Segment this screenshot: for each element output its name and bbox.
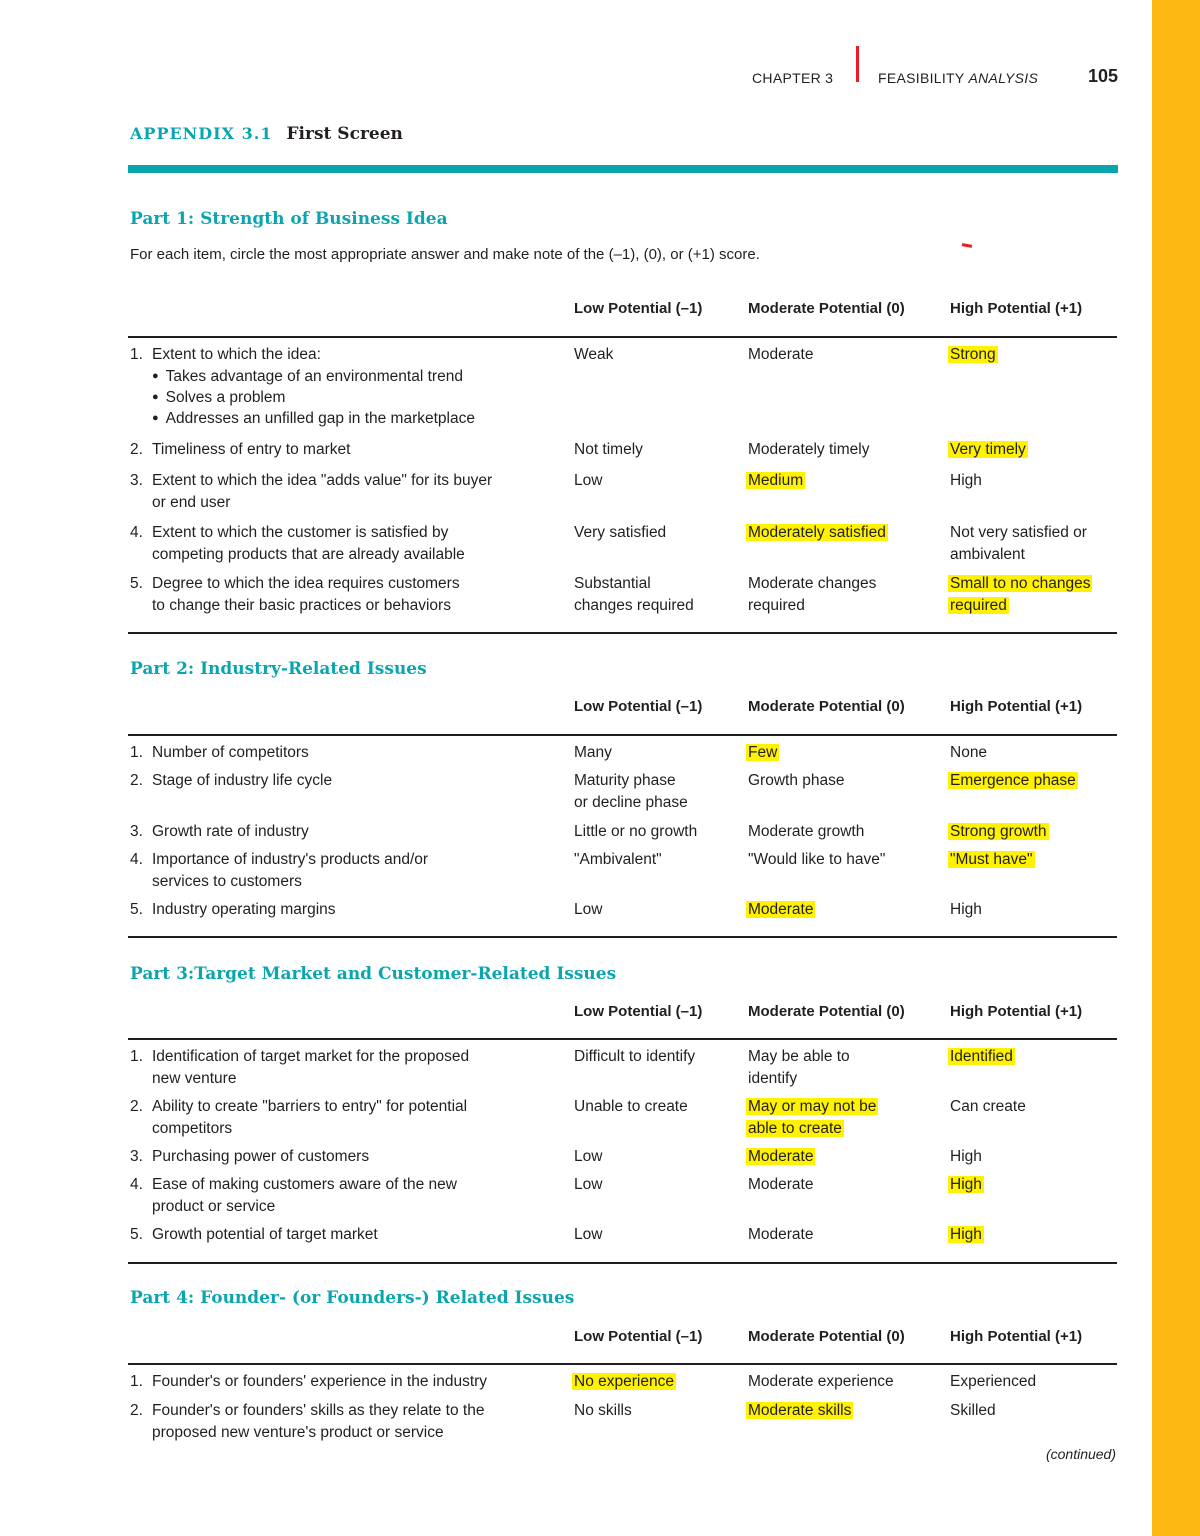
option-line bbox=[574, 1174, 602, 1196]
option-line bbox=[748, 821, 864, 843]
option-low[interactable] bbox=[574, 770, 688, 814]
row-number: 5. bbox=[130, 1226, 143, 1243]
option-text: May be able to bbox=[748, 1048, 850, 1065]
option-text: Moderate bbox=[748, 1176, 814, 1193]
option-text: "Ambivalent" bbox=[574, 851, 662, 868]
option-text: ambivalent bbox=[950, 546, 1025, 563]
option-line bbox=[950, 522, 1087, 544]
criterion-line: Degree to which the idea requires customers bbox=[152, 575, 460, 592]
criterion-bullet bbox=[152, 366, 463, 389]
option-text: No skills bbox=[574, 1402, 632, 1419]
option-low[interactable] bbox=[574, 1224, 602, 1246]
option-low[interactable] bbox=[574, 573, 694, 617]
criterion-bullet bbox=[152, 387, 285, 410]
option-text: High bbox=[950, 472, 982, 489]
option-text: High bbox=[950, 1226, 982, 1243]
option-high[interactable] bbox=[950, 1146, 982, 1168]
option-line bbox=[574, 770, 688, 792]
part2-title: Part 2: Industry-Related Issues bbox=[130, 659, 427, 679]
row-number: 1. bbox=[130, 1048, 143, 1065]
option-text: Not very satisfied or bbox=[950, 524, 1087, 541]
option-mod[interactable] bbox=[748, 344, 813, 366]
option-line bbox=[950, 573, 1092, 595]
option-line bbox=[950, 1224, 984, 1246]
option-low[interactable] bbox=[574, 1146, 602, 1168]
option-text: Few bbox=[748, 744, 778, 761]
option-low[interactable] bbox=[574, 821, 697, 843]
bullet-dot: ● bbox=[152, 412, 159, 424]
part1-title: Part 1: Strength of Business Idea bbox=[130, 209, 448, 229]
option-low[interactable] bbox=[574, 439, 643, 461]
option-text: Low bbox=[574, 1226, 603, 1243]
option-line bbox=[950, 1174, 984, 1196]
option-high[interactable] bbox=[950, 1096, 1026, 1118]
option-text: Moderate bbox=[748, 1226, 814, 1243]
row-number: 4. bbox=[130, 851, 143, 868]
option-high-highlighted[interactable] bbox=[950, 1224, 984, 1246]
option-text: Unable to create bbox=[574, 1098, 688, 1115]
criterion-text bbox=[152, 1146, 369, 1168]
criterion-line: proposed new venture's product or service bbox=[152, 1424, 444, 1441]
criterion-line: Extent to which the idea "adds value" for its buyer bbox=[152, 472, 493, 489]
option-mod[interactable] bbox=[748, 439, 869, 461]
part3-title: Part 3:Target Market and Customer-Related Issues bbox=[130, 964, 617, 984]
option-high-highlighted[interactable] bbox=[950, 821, 1049, 843]
part1-column-header-moderate: Moderate Potential (0) bbox=[748, 300, 905, 317]
option-text: Strong bbox=[950, 346, 996, 363]
criterion-text bbox=[152, 821, 309, 843]
option-line bbox=[950, 344, 998, 366]
criterion-text bbox=[152, 770, 332, 792]
criterion-line: competing products that are already available bbox=[152, 546, 465, 563]
part4-column-header-low: Low Potential (–1) bbox=[574, 1328, 703, 1345]
option-low[interactable] bbox=[574, 1096, 688, 1118]
criterion-text bbox=[152, 1371, 487, 1393]
chapter-topic bbox=[878, 70, 1038, 86]
option-line bbox=[950, 1046, 1015, 1068]
option-text: changes required bbox=[574, 597, 694, 614]
criterion-line: new venture bbox=[152, 1070, 237, 1087]
part4-header-rule bbox=[128, 1363, 1117, 1365]
option-low[interactable] bbox=[574, 742, 612, 764]
appendix-label: APPENDIX 3.1 bbox=[130, 124, 273, 143]
option-text: No experience bbox=[574, 1373, 674, 1390]
row-number: 3. bbox=[130, 472, 143, 489]
part2-column-header-low: Low Potential (–1) bbox=[574, 698, 703, 715]
row-number: 1. bbox=[130, 744, 143, 761]
option-text: required bbox=[950, 597, 1007, 614]
option-text: Moderate bbox=[748, 901, 814, 918]
instructions: For each item, circle the most appropriate answer and make note of the (–1), (0), or (+1) score. bbox=[130, 246, 760, 263]
option-line bbox=[574, 595, 694, 617]
option-text: Low bbox=[574, 472, 603, 489]
option-line bbox=[748, 344, 813, 366]
option-low[interactable] bbox=[574, 1174, 602, 1196]
option-line bbox=[950, 1400, 996, 1422]
option-text: May or may not be bbox=[748, 1098, 877, 1115]
option-text: Moderate changes bbox=[748, 575, 877, 592]
option-text: Maturity phase bbox=[574, 772, 676, 789]
criterion-line: services to customers bbox=[152, 873, 302, 890]
part4-column-header-moderate: Moderate Potential (0) bbox=[748, 1328, 905, 1345]
option-line bbox=[950, 1371, 1036, 1393]
criterion-text bbox=[152, 1174, 457, 1218]
option-text: Moderate growth bbox=[748, 823, 865, 840]
criterion-line: Extent to which the idea: bbox=[152, 346, 321, 363]
option-high[interactable] bbox=[950, 1400, 996, 1422]
criterion-text bbox=[152, 1096, 467, 1140]
criterion-line: or end user bbox=[152, 494, 231, 511]
row-number: 1. bbox=[130, 1373, 143, 1390]
criterion-line: competitors bbox=[152, 1120, 233, 1137]
option-line bbox=[748, 470, 805, 492]
part3-column-header-high: High Potential (+1) bbox=[950, 1003, 1083, 1020]
option-line bbox=[748, 1224, 813, 1246]
option-text: "Would like to have" bbox=[748, 851, 886, 868]
criterion-line: Industry operating margins bbox=[152, 901, 336, 918]
option-line bbox=[950, 544, 1087, 566]
option-line bbox=[748, 770, 845, 792]
option-low[interactable] bbox=[574, 899, 602, 921]
option-line bbox=[950, 849, 1035, 871]
running-head bbox=[752, 66, 1118, 90]
criterion-bullet bbox=[152, 408, 475, 431]
topic-main: FEASIBILITY bbox=[878, 70, 965, 86]
part3-column-header-low: Low Potential (–1) bbox=[574, 1003, 703, 1020]
option-text: Identified bbox=[950, 1048, 1013, 1065]
option-text: or decline phase bbox=[574, 794, 688, 811]
heading-rule bbox=[128, 165, 1118, 173]
option-line bbox=[574, 1146, 602, 1168]
option-mod[interactable] bbox=[748, 573, 876, 617]
criterion-line: product or service bbox=[152, 1198, 276, 1215]
side-color-bar bbox=[1152, 0, 1200, 1536]
criterion-text bbox=[152, 742, 309, 764]
row-number: 2. bbox=[130, 441, 143, 458]
option-line bbox=[574, 742, 612, 764]
criterion-text bbox=[152, 573, 460, 617]
option-mod[interactable] bbox=[748, 1371, 894, 1393]
option-line bbox=[574, 344, 613, 366]
row-number: 2. bbox=[130, 1098, 143, 1115]
row-number: 3. bbox=[130, 1148, 143, 1165]
option-mod[interactable] bbox=[748, 1224, 813, 1246]
row-number: 5. bbox=[130, 901, 143, 918]
option-line bbox=[574, 849, 662, 871]
criterion-line: Importance of industry's products and/or bbox=[152, 851, 429, 868]
criterion-text bbox=[152, 470, 492, 514]
option-line bbox=[748, 573, 876, 595]
option-mod[interactable] bbox=[748, 1174, 813, 1196]
row-number: 4. bbox=[130, 524, 143, 541]
option-line bbox=[574, 821, 697, 843]
option-mod[interactable] bbox=[748, 1046, 850, 1090]
option-mod-highlighted[interactable] bbox=[748, 899, 815, 921]
bullet-text: Solves a problem bbox=[165, 389, 286, 406]
option-line bbox=[574, 470, 602, 492]
option-high[interactable] bbox=[950, 522, 1087, 566]
option-line bbox=[748, 522, 888, 544]
criterion-text bbox=[152, 1224, 378, 1246]
topic-italic: ANALYSIS bbox=[968, 70, 1039, 86]
appendix-title: First Screen bbox=[286, 124, 403, 144]
part4-column-header-high: High Potential (+1) bbox=[950, 1328, 1083, 1345]
row-number: 2. bbox=[130, 1402, 143, 1419]
criterion-line: Extent to which the customer is satisfied by bbox=[152, 524, 449, 541]
option-low[interactable] bbox=[574, 1400, 632, 1422]
row-number: 3. bbox=[130, 823, 143, 840]
option-high-highlighted[interactable] bbox=[950, 1046, 1015, 1068]
option-line bbox=[748, 1068, 850, 1090]
criterion-text bbox=[152, 522, 465, 566]
option-text: Low bbox=[574, 1148, 603, 1165]
option-mod-highlighted[interactable] bbox=[748, 1400, 853, 1422]
option-line bbox=[574, 1224, 602, 1246]
option-line bbox=[950, 770, 1078, 792]
option-line bbox=[748, 1118, 878, 1140]
option-text: Difficult to identify bbox=[574, 1048, 696, 1065]
option-text: Very timely bbox=[950, 441, 1026, 458]
criterion-line: Number of competitors bbox=[152, 744, 309, 761]
part3-bottom-rule bbox=[128, 1262, 1117, 1264]
option-text: Medium bbox=[748, 472, 804, 489]
option-text: High bbox=[950, 1176, 982, 1193]
option-line bbox=[950, 1146, 982, 1168]
option-line bbox=[950, 595, 1092, 617]
option-low[interactable] bbox=[574, 470, 602, 492]
option-line bbox=[748, 849, 885, 871]
option-mod-highlighted[interactable] bbox=[748, 1146, 815, 1168]
pen-mark bbox=[962, 243, 972, 248]
option-text: Moderate experience bbox=[748, 1373, 894, 1390]
option-line bbox=[574, 522, 666, 544]
part2-column-header-high: High Potential (+1) bbox=[950, 698, 1083, 715]
option-low[interactable] bbox=[574, 1046, 695, 1068]
option-line bbox=[748, 1046, 850, 1068]
row-number: 2. bbox=[130, 772, 143, 789]
option-line bbox=[748, 1096, 878, 1118]
criterion-line: Identification of target market for the proposed bbox=[152, 1048, 470, 1065]
option-text: Very satisfied bbox=[574, 524, 667, 541]
option-line bbox=[950, 821, 1049, 843]
option-line bbox=[574, 1096, 688, 1118]
part4-title: Part 4: Founder- (or Founders-) Related Issues bbox=[130, 1288, 575, 1308]
option-text: Strong growth bbox=[950, 823, 1047, 840]
criterion-line: Founder's or founders' skills as they relate to the bbox=[152, 1402, 485, 1419]
option-text: able to create bbox=[748, 1120, 842, 1137]
option-high-highlighted[interactable] bbox=[950, 770, 1078, 792]
option-high[interactable] bbox=[950, 899, 982, 921]
part2-column-header-moderate: Moderate Potential (0) bbox=[748, 698, 905, 715]
part3-column-header-moderate: Moderate Potential (0) bbox=[748, 1003, 905, 1020]
option-low[interactable] bbox=[574, 344, 613, 366]
criterion-text bbox=[152, 1400, 484, 1444]
chapter-label: CHAPTER 3 bbox=[752, 70, 834, 86]
option-line bbox=[748, 439, 869, 461]
criterion-line: to change their basic practices or behaviors bbox=[152, 597, 451, 614]
option-mod-highlighted[interactable] bbox=[748, 522, 888, 544]
option-high-highlighted[interactable] bbox=[950, 1174, 984, 1196]
option-text: Can create bbox=[950, 1098, 1026, 1115]
option-text: Not timely bbox=[574, 441, 643, 458]
option-text: Emergence phase bbox=[950, 772, 1076, 789]
option-mod-highlighted[interactable] bbox=[748, 1096, 878, 1140]
option-high-highlighted[interactable] bbox=[950, 849, 1035, 871]
criterion-line: Timeliness of entry to market bbox=[152, 441, 351, 458]
option-line bbox=[748, 1174, 813, 1196]
bullet-text: Takes advantage of an environmental trend bbox=[165, 368, 463, 385]
option-line bbox=[950, 899, 982, 921]
option-text: None bbox=[950, 744, 988, 761]
option-mod-highlighted[interactable] bbox=[748, 470, 805, 492]
bullet-text: Addresses an unfilled gap in the marketplace bbox=[165, 410, 475, 427]
criterion-line: Stage of industry life cycle bbox=[152, 772, 333, 789]
option-line bbox=[950, 1096, 1026, 1118]
option-high[interactable] bbox=[950, 1371, 1036, 1393]
option-high[interactable] bbox=[950, 742, 987, 764]
option-high-highlighted[interactable] bbox=[950, 439, 1028, 461]
option-mod-highlighted[interactable] bbox=[748, 742, 779, 764]
option-line bbox=[950, 439, 1028, 461]
option-low[interactable] bbox=[574, 522, 666, 544]
option-text: Skilled bbox=[950, 1402, 996, 1419]
option-text: Low bbox=[574, 1176, 603, 1193]
option-high-highlighted[interactable] bbox=[950, 344, 998, 366]
option-text: Moderate bbox=[748, 1148, 814, 1165]
criterion-text bbox=[152, 899, 336, 921]
option-text: Experienced bbox=[950, 1373, 1037, 1390]
criterion-line: Founder's or founders' experience in the industry bbox=[152, 1373, 488, 1390]
part1-bottom-rule bbox=[128, 632, 1117, 634]
option-line bbox=[574, 899, 602, 921]
option-line bbox=[748, 1146, 815, 1168]
option-mod[interactable] bbox=[748, 770, 845, 792]
option-line bbox=[574, 792, 688, 814]
option-mod[interactable] bbox=[748, 849, 885, 871]
continued-note: (continued) bbox=[1045, 1446, 1116, 1462]
criterion-line: Purchasing power of customers bbox=[152, 1148, 370, 1165]
option-line bbox=[574, 1400, 632, 1422]
option-line bbox=[748, 1371, 894, 1393]
criterion-line: Ability to create "barriers to entry" for potential bbox=[152, 1098, 468, 1115]
option-line bbox=[950, 742, 987, 764]
option-text: Growth phase bbox=[748, 772, 845, 789]
option-high-highlighted[interactable] bbox=[950, 573, 1092, 617]
criterion-line: Ease of making customers aware of the new bbox=[152, 1176, 457, 1193]
criterion-text bbox=[152, 439, 350, 461]
criterion-text bbox=[152, 849, 428, 893]
option-text: Little or no growth bbox=[574, 823, 698, 840]
option-text: Substantial bbox=[574, 575, 651, 592]
option-line bbox=[574, 573, 694, 595]
part1-column-header-low: Low Potential (–1) bbox=[574, 300, 703, 317]
bullet-dot: ● bbox=[152, 370, 159, 382]
row-number: 5. bbox=[130, 575, 143, 592]
criterion-text bbox=[152, 344, 321, 366]
criterion-line: Growth potential of target market bbox=[152, 1226, 378, 1243]
option-text: Moderately timely bbox=[748, 441, 870, 458]
part1-header-rule bbox=[128, 336, 1117, 338]
criterion-text bbox=[152, 1046, 469, 1090]
part2-bottom-rule bbox=[128, 936, 1117, 938]
option-text: Low bbox=[574, 901, 603, 918]
part2-header-rule bbox=[128, 734, 1117, 736]
part3-header-rule bbox=[128, 1038, 1117, 1040]
option-text: identify bbox=[748, 1070, 798, 1087]
option-text: Small to no changes bbox=[950, 575, 1091, 592]
option-text: "Must have" bbox=[950, 851, 1033, 868]
criterion-line: Growth rate of industry bbox=[152, 823, 309, 840]
option-line bbox=[574, 439, 643, 461]
page-number: 105 bbox=[1087, 66, 1118, 86]
option-text: Many bbox=[574, 744, 612, 761]
option-line bbox=[950, 470, 982, 492]
option-line bbox=[748, 1400, 853, 1422]
option-text: required bbox=[748, 597, 805, 614]
option-high[interactable] bbox=[950, 470, 982, 492]
option-low[interactable] bbox=[574, 849, 662, 871]
option-text: Moderate bbox=[748, 346, 814, 363]
option-text: High bbox=[950, 901, 982, 918]
row-number: 4. bbox=[130, 1176, 143, 1193]
option-line bbox=[574, 1371, 676, 1393]
row-number: 1. bbox=[130, 346, 143, 363]
bullet-dot: ● bbox=[152, 391, 159, 403]
option-line bbox=[748, 899, 815, 921]
option-text: Moderately satisfied bbox=[748, 524, 886, 541]
option-text: Moderate skills bbox=[748, 1402, 852, 1419]
option-mod[interactable] bbox=[748, 821, 864, 843]
appendix-heading bbox=[130, 124, 403, 144]
header-divider bbox=[856, 46, 859, 82]
part1-column-header-high: High Potential (+1) bbox=[950, 300, 1083, 317]
option-low-highlighted[interactable] bbox=[574, 1371, 676, 1393]
option-line bbox=[574, 1046, 695, 1068]
option-line bbox=[748, 595, 876, 617]
option-line bbox=[748, 742, 779, 764]
option-text: Weak bbox=[574, 346, 614, 363]
option-text: High bbox=[950, 1148, 982, 1165]
